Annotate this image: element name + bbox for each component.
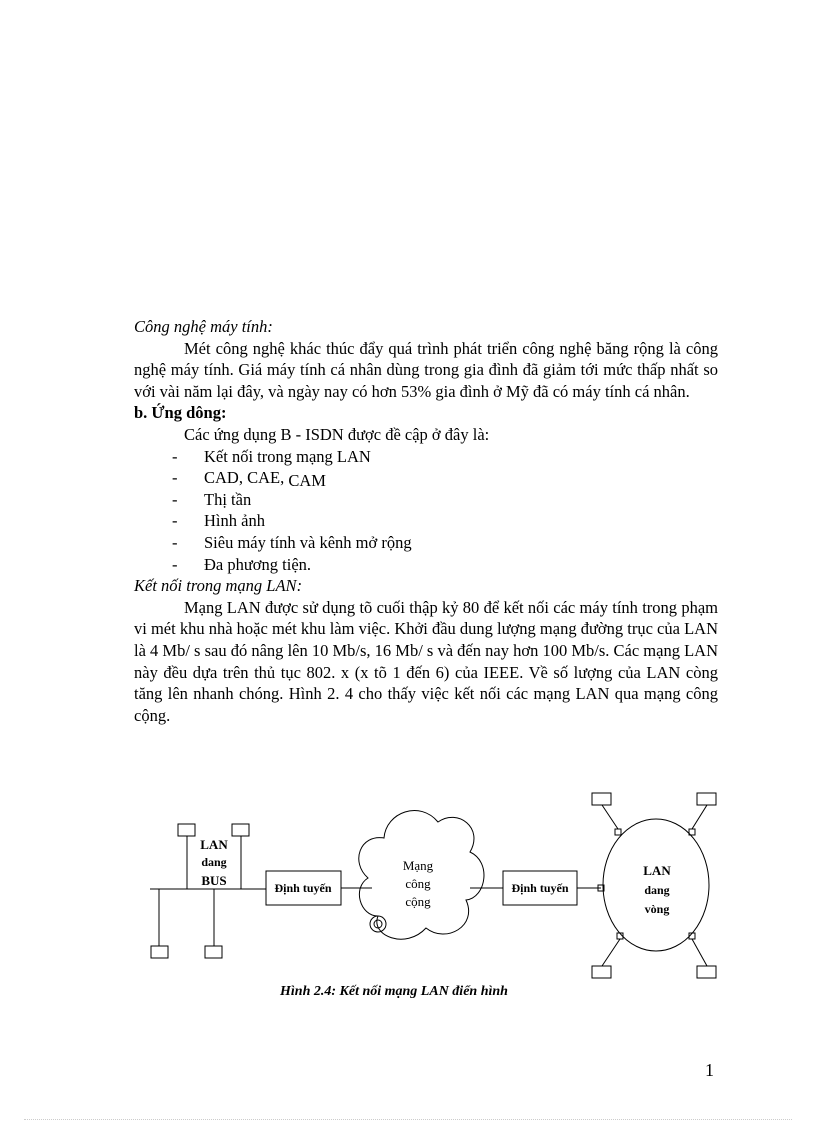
page-number: 1 [705,1060,714,1080]
list-item-sub: CAM [288,471,326,491]
router-right-label: Định tuyến [511,881,569,895]
page-bottom-divider [24,1119,792,1120]
lan-bus-label: dang [201,855,227,869]
terminal-box [697,793,716,805]
lan-bus-label: BUS [201,873,227,888]
figure-caption: Hình 2.4: Kết nối mạng LAN điển hình [280,984,508,999]
lan-ring-label: LAN [643,863,671,878]
lan-bus-label: LAN [200,837,228,852]
list-item: - CAD, CAE, CAM [172,468,326,491]
ring-link [692,939,707,966]
applications-intro: Các ứng dụng B - ISDN được đề cập ở đây là: [184,424,490,444]
terminal-box [232,824,249,836]
terminal-box [178,824,195,836]
list-item: - Đa phương tiện. [172,554,312,574]
cloud-swirl [370,916,386,932]
ring-port [615,829,621,835]
ring-link [692,805,707,829]
heading-lan-connection: Kết nối trong mạng LAN: [134,576,303,596]
list-item: - Hình ảnh [172,511,265,531]
terminal-box [205,946,222,958]
terminal-box [592,966,611,978]
cloud-label: công [405,876,431,891]
heading-applications: b. Ứng dông: [134,403,227,423]
list-item: - Kết nối trong mạng LAN [172,446,371,466]
heading-computer-technology: Công nghệ máy tính: [134,317,273,336]
list-item: - Thị tần [172,489,252,509]
terminal-box [697,966,716,978]
lan-ring-label: dang [644,883,670,897]
paragraph-lan-connection: Mạng LAN được sử dụng tõ cuối thập kỷ 80 để kết nối các máy tính trong phạm vi mét khu nhà hoặc mét khu làm việc. Khởi đầu dung lượng mạng đường trục của LAN là 4 Mb/ s sau đó nâng lên 10 Mb/s, 16 Mb/ s và đến nay hơn 100 Mb/s. Các mạng LAN này đều dựa trên thủ tục 802. x (x tõ 1 đến 6) của IEEE. Về số lượng của LAN còng tăng lên nhanh chóng. Hình 2. 4 cho thấy việc kết nối các mạng LAN qua mạng công cộng. [134,597,718,725]
lan-ring-label: vòng [644,902,670,916]
terminal-box [151,946,168,958]
router-left-label: Định tuyến [274,881,332,895]
list-item: - Siêu máy tính và kênh mở rộng [172,532,412,552]
ring-link [602,805,618,829]
terminal-box [592,793,611,805]
ring-link [602,939,620,966]
cloud-label: Mạng [402,858,434,873]
paragraph-computer-technology: Mét công nghệ khác thúc đẩy quá trình phát triển công nghệ băng rộng là công nghệ máy tính. Giá máy tính cá nhân dùng trong gia đình đã giảm tới mức thấp nhất so với vài năm lại đây, và ngày nay có hơn 53% gia đình ở Mỹ đã có máy tính cá nhân. [134,338,718,401]
cloud-label: cộng [405,894,431,909]
